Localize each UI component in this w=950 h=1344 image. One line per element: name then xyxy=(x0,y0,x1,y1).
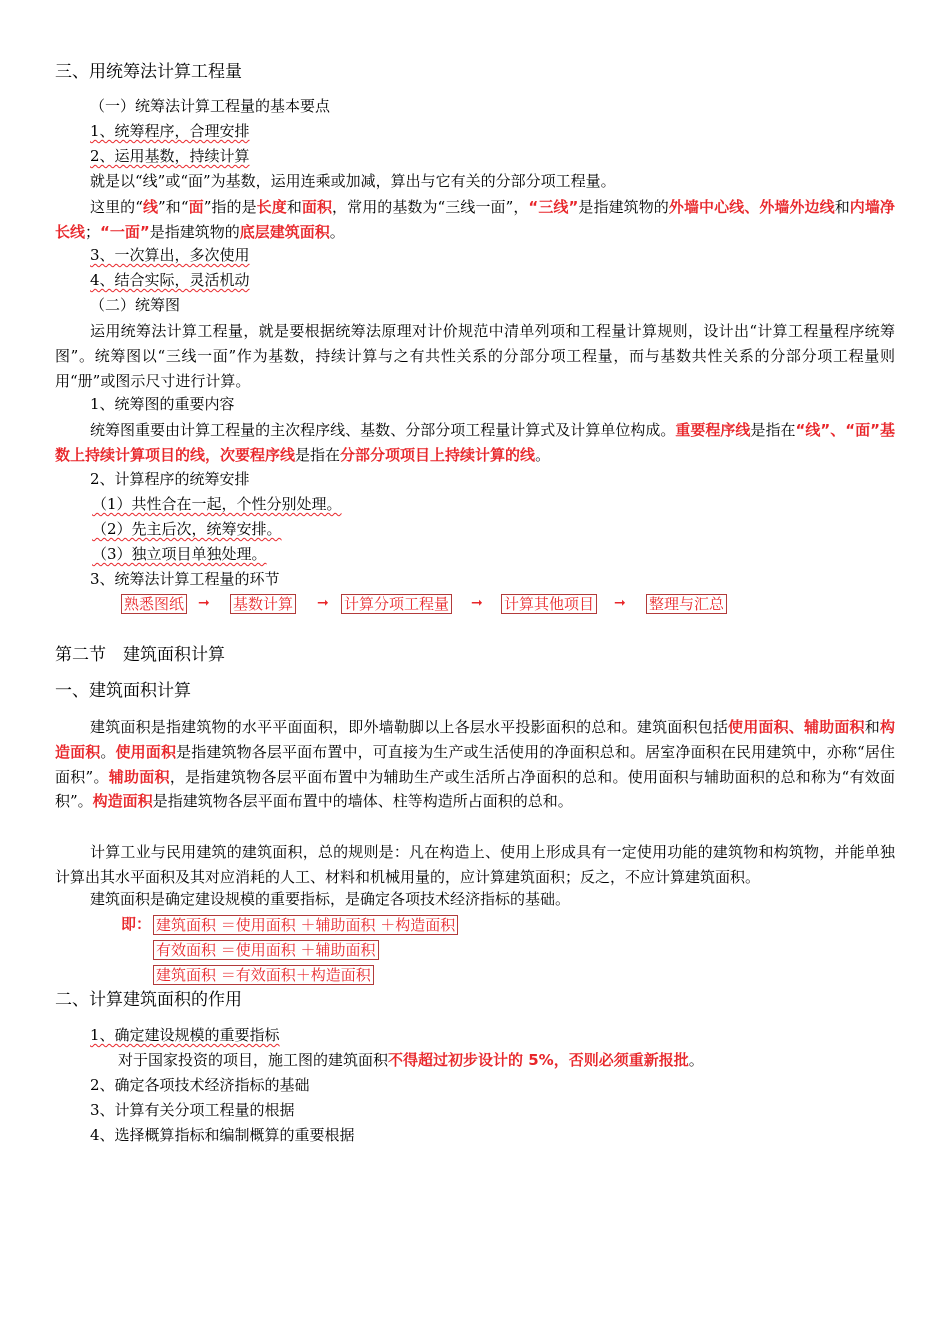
list-item-text: 1、确定建设规模的重要指标 xyxy=(90,1026,280,1044)
highlight: 辅助面积 xyxy=(108,767,170,786)
text: 。 xyxy=(688,1051,704,1069)
text: 和 xyxy=(864,718,880,736)
text: 。 xyxy=(100,742,116,761)
list-item: 4、选择概算指标和编制概算的重要根据 xyxy=(90,1126,355,1144)
list-item xyxy=(90,146,250,166)
text: ，是指建筑物各层平面布置中为辅助生产或生活所占净面积的总和。使用面积与辅助面积的总和称为“有效面积”。 xyxy=(55,767,895,811)
list-item xyxy=(90,121,250,141)
list-item xyxy=(92,494,342,514)
text: 。 xyxy=(535,445,551,464)
list-item-text: 2、运用基数，持续计算 xyxy=(90,147,250,165)
text: ”和“ xyxy=(158,198,189,216)
text: ”指的是 xyxy=(203,198,257,216)
list-item-text: （2）先主后次，统筹安排。 xyxy=(92,520,282,538)
flow-step-4: 计算其他项目 xyxy=(501,594,597,614)
formula-label: 即： xyxy=(121,915,152,933)
section-heading: 三、用统筹法计算工程量 xyxy=(55,62,242,82)
text: 是指建筑物的 xyxy=(149,222,240,241)
arrow-right-icon: ➞ xyxy=(471,595,483,611)
list-item xyxy=(90,245,250,265)
list-item-text: 1、统筹程序，合理安排 xyxy=(90,122,250,140)
section-heading: 一、建筑面积计算 xyxy=(55,681,191,701)
list-item-text: （1）共性合在一起，个性分别处理。 xyxy=(92,495,342,513)
highlight: 外墙外边线 xyxy=(759,198,835,216)
text: 是指在 xyxy=(750,421,796,439)
text: 统筹图重要由计算工程量的主次程序线、基数、分部分项工程量计算式及计算单位构成。 xyxy=(90,421,676,439)
section-heading: 二、计算建筑面积的作用 xyxy=(55,990,242,1010)
flow-step-2: 基数计算 xyxy=(230,594,296,614)
highlight: 使用面积 xyxy=(115,742,177,761)
text: 对于国家投资的项目，施工图的建筑面积 xyxy=(118,1051,389,1069)
arrow-right-icon: ➞ xyxy=(198,595,210,611)
paragraph xyxy=(118,1050,704,1070)
highlight: 线 xyxy=(142,198,159,216)
text: 建筑面积是指建筑物的水平平面面积，即外墙勒脚以上各层水平投影面积的总和。建筑面积包括 xyxy=(90,718,729,736)
arrow-right-icon: ➞ xyxy=(614,595,626,611)
list-item: 3、计算有关分项工程量的根据 xyxy=(90,1101,295,1119)
highlight: “三线” xyxy=(528,198,579,216)
highlight: 内墙净长线 xyxy=(55,198,895,241)
highlight: “线”、“面”基数上持续计算项目的线， xyxy=(55,421,895,464)
flow-step-3: 计算分项工程量 xyxy=(341,594,452,614)
paragraph: 运用统筹法计算工程量，就是要根据统筹法原理对计价规范中清单列项和工程量计算规则，设计出“计算工程量程序统筹图”。统筹图以“三线一面”作为基数，持续计算与之有共性关系的分部分项工程量，而与基数共性关系的分部分项工程量则用“册”或图示尺寸进行计算。 xyxy=(55,322,895,390)
list-item-text: 3、一次算出，多次使用 xyxy=(90,246,250,264)
highlight: 分部分项项目上持续计算的线 xyxy=(340,445,536,464)
subsection-heading: （一）统筹法计算工程量的基本要点 xyxy=(90,97,331,115)
list-item xyxy=(92,544,267,564)
highlight: “一面” xyxy=(100,222,150,241)
highlight: 底层建筑面积 xyxy=(239,222,330,241)
paragraph: 就是以“线”或“面”为基数，运用连乘或加减，算出与它有关的分部分项工程量。 xyxy=(90,172,616,190)
highlight: 构造面积 xyxy=(55,718,895,761)
list-item: 2、计算程序的统筹安排 xyxy=(90,470,250,488)
paragraph-area-definition xyxy=(55,715,895,814)
section-heading: 第二节 建筑面积计算 xyxy=(55,645,225,665)
flow-step-1: 熟悉图纸 xyxy=(121,594,187,614)
list-item xyxy=(90,270,250,290)
list-item-text: 4、结合实际，灵活机动 xyxy=(90,271,250,289)
list-item xyxy=(92,519,282,539)
paragraph-program-lines xyxy=(55,418,895,468)
formula-box: 有效面积 ＝使用面积 ＋辅助面积 xyxy=(153,940,379,960)
formula-box: 建筑面积 ＝使用面积 ＋辅助面积 ＋构造面积 xyxy=(153,915,458,935)
subsection-heading: （二）统筹图 xyxy=(90,296,181,314)
list-item: 3、统筹法计算工程量的环节 xyxy=(90,570,280,588)
text: 和 xyxy=(286,198,302,216)
text: 这里的“ xyxy=(90,198,143,216)
text: 是指建筑物各层平面布置中，可直接为生产或生活使用的净面积总和。居室净面积在民用建筑中，亦称“居住面积”。 xyxy=(55,742,895,786)
text: ，常用的基数为“三线一面”， xyxy=(332,198,529,216)
highlight: 面 xyxy=(188,198,204,216)
list-item: 2、确定各项技术经济指标的基础 xyxy=(90,1076,310,1094)
paragraph: 计算工业与民用建筑的建筑面积，总的规则是：凡在构造上、使用上形成具有一定使用功能的建筑物和构筑物，并能单独计算出其水平面积及其对应消耗的人工、材料和机械用量的，应计算建筑面积；反之，不应计算建筑面积。 xyxy=(55,843,895,886)
paragraph-base-lines xyxy=(55,195,895,245)
text: 是指建筑物的 xyxy=(578,198,669,216)
paragraph: 建筑面积是确定建设规模的重要指标，是确定各项技术经济指标的基础。 xyxy=(90,890,571,908)
text: 。 xyxy=(329,222,345,241)
list-item xyxy=(90,1025,280,1045)
highlight: 重要程序线 xyxy=(675,421,751,439)
highlight: 外墙中心线、 xyxy=(668,198,760,216)
highlight: 构造面积 xyxy=(92,792,153,811)
highlight: 次要程序线 xyxy=(220,445,296,464)
text: ； xyxy=(85,222,101,241)
text: 是指在 xyxy=(295,445,341,464)
list-item-text: （3）独立项目单独处理。 xyxy=(92,545,267,563)
highlight: 不得超过初步设计的 5%，否则必须重新报批 xyxy=(388,1051,689,1069)
highlight: 使用面积、辅助面积 xyxy=(728,718,865,736)
text: 和 xyxy=(834,198,850,216)
text: 是指建筑物各层平面布置中的墙体、柱等构造所占面积的总和。 xyxy=(152,792,573,811)
formula-box: 建筑面积 ＝有效面积＋构造面积 xyxy=(153,965,374,985)
highlight: 长度 xyxy=(256,198,287,216)
list-item: 1、统筹图的重要内容 xyxy=(90,395,235,413)
flow-step-5: 整理与汇总 xyxy=(646,594,727,614)
arrow-right-icon: ➞ xyxy=(317,595,329,611)
highlight: 面积 xyxy=(301,198,333,216)
